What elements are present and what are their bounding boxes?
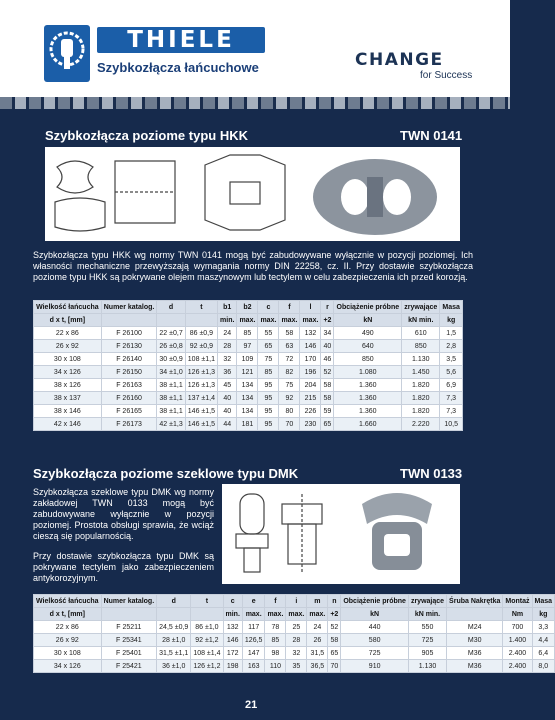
table-header-cell: c	[258, 301, 279, 314]
table-cell: 58	[279, 327, 300, 340]
table-cell: 132	[223, 621, 242, 634]
table-cell: M30	[447, 634, 503, 647]
table-cell: 26 ±0,8	[157, 340, 185, 353]
table-cell: 640	[334, 340, 402, 353]
dmk-code: TWN 0133	[400, 466, 463, 481]
table-cell: F 26130	[101, 340, 157, 353]
table-cell: 26 x 92	[34, 634, 102, 647]
table-cell: 36,5	[307, 660, 328, 673]
table-cell: 850	[334, 353, 402, 366]
table-cell: 1.450	[402, 366, 440, 379]
table-cell: 55	[258, 327, 279, 340]
table-cell: 40	[218, 405, 237, 418]
table-header-cell: max.	[237, 314, 258, 327]
table-cell: 82	[279, 366, 300, 379]
table-cell: 725	[408, 634, 446, 647]
table-cell: 204	[300, 379, 321, 392]
table-cell: F 26173	[101, 418, 157, 431]
table-header-row	[34, 608, 555, 621]
table-cell: 28 ±1,0	[157, 634, 191, 647]
table-header-cell: min.	[223, 608, 242, 621]
table-cell: 92 ±1,2	[191, 634, 223, 647]
hkk-title: Szybkozłącza poziome typu HKK	[45, 128, 248, 143]
table-header-cell: d x t, [mm]	[34, 314, 102, 327]
table-cell: 134	[237, 392, 258, 405]
table-header-cell: i	[286, 595, 307, 608]
table-cell: 92 ±0,9	[185, 340, 217, 353]
table-header-cell: Wielkość łańcucha	[34, 301, 102, 314]
table-cell: 580	[341, 634, 409, 647]
table-header-cell: max.	[258, 314, 279, 327]
table-cell: 58	[321, 392, 334, 405]
table-cell: 34	[321, 327, 334, 340]
table-header-cell: d x t, [mm]	[34, 608, 102, 621]
table-cell: 32	[286, 647, 307, 660]
table-cell: 10,5	[440, 418, 463, 431]
table-header-cell: Numer katalog.	[101, 301, 157, 314]
table-header-cell	[447, 608, 503, 621]
partner-subtitle: for Success	[420, 70, 473, 81]
table-cell: 490	[334, 327, 402, 340]
table-cell: 1.820	[402, 392, 440, 405]
table-cell: 24	[218, 327, 237, 340]
table-cell: 95	[258, 392, 279, 405]
table-cell: 850	[402, 340, 440, 353]
table-header-cell: kN	[341, 608, 409, 621]
thiele-logo-icon	[44, 25, 90, 82]
table-cell: 725	[341, 647, 409, 660]
table-header-cell: kN min.	[402, 314, 440, 327]
table-header-cell	[191, 608, 223, 621]
table-row	[34, 379, 463, 392]
table-cell: 1.820	[402, 405, 440, 418]
table-header-cell: max.	[307, 608, 328, 621]
table-cell: 1.660	[334, 418, 402, 431]
table-header-row	[34, 314, 463, 327]
table-cell: 2.220	[402, 418, 440, 431]
table-cell: 26 x 92	[34, 340, 102, 353]
table-row	[34, 418, 463, 431]
table-cell: 30 x 108	[34, 647, 102, 660]
table-cell: M36	[447, 647, 503, 660]
table-header-cell	[157, 314, 185, 327]
table-header-cell: min.	[218, 314, 237, 327]
table-cell: 40	[218, 392, 237, 405]
table-row	[34, 647, 555, 660]
table-cell: 147	[242, 647, 265, 660]
table-cell: 32	[218, 353, 237, 366]
table-cell: 1.820	[402, 379, 440, 392]
table-cell: 196	[300, 366, 321, 379]
table-cell: 30 ±0,9	[157, 353, 185, 366]
table-header-cell: e	[242, 595, 265, 608]
table-cell: 700	[503, 621, 532, 634]
dmk-delivery-note: Przy dostawie szybkozłącza typu DMK są pokrywane tectylem jako zabezpieczeniem antykorozyjnym.	[33, 551, 214, 583]
table-cell: 181	[237, 418, 258, 431]
table-cell: 38 x 126	[34, 379, 102, 392]
table-cell: 70	[279, 418, 300, 431]
table-cell: F 26140	[101, 353, 157, 366]
table-cell: 34 ±1,0	[157, 366, 185, 379]
table-cell: 226	[300, 405, 321, 418]
table-cell: M24	[447, 621, 503, 634]
table-cell: 63	[279, 340, 300, 353]
table-cell: F 26150	[101, 366, 157, 379]
table-cell: 6,9	[440, 379, 463, 392]
table-cell: 65	[328, 647, 341, 660]
dmk-figure	[222, 484, 460, 584]
dmk-title: Szybkozłącza poziome szeklowe typu DMK	[33, 466, 299, 481]
dmk-description: Szybkozłącza szeklowe typu DMK wg normy zakładowej TWN 0133 mogą być zabudowywane wyłącznie w pozycji poziomej. Prostota obsługi sprawia, że wciąż cieszą się popularnością.	[33, 487, 214, 541]
table-header-cell: c	[223, 595, 242, 608]
table-header-cell: r	[321, 301, 334, 314]
table-cell: 24,5 ±0,9	[157, 621, 191, 634]
table-header-cell: m	[307, 595, 328, 608]
table-cell: 36 ±1,0	[157, 660, 191, 673]
table-cell: 121	[237, 366, 258, 379]
table-header-cell: zrywające	[408, 595, 446, 608]
table-row	[34, 405, 463, 418]
table-cell: 86 ±0,9	[185, 327, 217, 340]
table-cell: 38 ±1,1	[157, 405, 185, 418]
table-cell: 170	[300, 353, 321, 366]
table-header-cell: Nm	[503, 608, 532, 621]
table-cell: 46	[321, 353, 334, 366]
table-cell: 1.130	[408, 660, 446, 673]
table-cell: 7,3	[440, 392, 463, 405]
table-row	[34, 634, 555, 647]
hkk-table	[33, 300, 463, 431]
table-cell: 3,5	[440, 353, 463, 366]
table-cell: 78	[265, 621, 286, 634]
table-cell: 34 x 126	[34, 660, 102, 673]
table-header-cell: b1	[218, 301, 237, 314]
table-cell: 1.130	[402, 353, 440, 366]
table-cell: 132	[300, 327, 321, 340]
table-cell: 36	[218, 366, 237, 379]
table-cell: 80	[279, 405, 300, 418]
table-cell: 134	[237, 379, 258, 392]
table-row	[34, 366, 463, 379]
table-cell: 86 ±1,0	[191, 621, 223, 634]
table-cell: 24	[307, 621, 328, 634]
table-header-cell	[185, 314, 217, 327]
table-cell: F 26100	[101, 327, 157, 340]
table-header-row	[34, 595, 555, 608]
table-header-cell: Masa	[440, 301, 463, 314]
table-header-cell: Wielkość łańcucha	[34, 595, 102, 608]
table-header-cell	[101, 314, 157, 327]
table-cell: 7,3	[440, 405, 463, 418]
table-row	[34, 327, 463, 340]
table-cell: 65	[258, 340, 279, 353]
table-cell: 8,0	[532, 660, 555, 673]
table-header-cell: max.	[242, 608, 265, 621]
partner-logo: CHANGE	[355, 50, 444, 70]
table-cell: 35	[286, 660, 307, 673]
table-cell: 59	[321, 405, 334, 418]
table-cell: 198	[223, 660, 242, 673]
table-cell: 52	[328, 621, 341, 634]
table-cell: 72	[279, 353, 300, 366]
table-cell: F 25341	[101, 634, 157, 647]
table-header-cell: Montaż	[503, 595, 532, 608]
table-cell: 38 ±1,1	[157, 379, 185, 392]
table-cell: 22 x 86	[34, 621, 102, 634]
table-cell: 230	[300, 418, 321, 431]
table-header-cell: Obciążenie próbne	[334, 301, 402, 314]
table-cell: F 26165	[101, 405, 157, 418]
table-header-cell: t	[185, 301, 217, 314]
table-cell: 31,5	[307, 647, 328, 660]
table-header-cell	[157, 608, 191, 621]
table-cell: 44	[218, 418, 237, 431]
table-header-cell: Obciążenie próbne	[341, 595, 409, 608]
dmk-table	[33, 594, 555, 673]
table-cell: 146 ±1,5	[185, 418, 217, 431]
table-cell: 52	[321, 366, 334, 379]
table-cell: F 26163	[101, 379, 157, 392]
hkk-code: TWN 0141	[400, 128, 463, 143]
table-row	[34, 353, 463, 366]
table-cell: 910	[341, 660, 409, 673]
table-header-row	[34, 301, 463, 314]
table-cell: 25	[286, 621, 307, 634]
hkk-figure	[45, 147, 460, 241]
page-number: 21	[245, 699, 258, 711]
table-cell: 95	[258, 405, 279, 418]
table-header-cell: d	[157, 301, 185, 314]
table-cell: 4,4	[532, 634, 555, 647]
table-cell: 2,8	[440, 340, 463, 353]
table-header-cell: +2	[321, 314, 334, 327]
table-header-cell: f	[265, 595, 286, 608]
table-row	[34, 340, 463, 353]
table-cell: 22 x 86	[34, 327, 102, 340]
table-cell: 126,5	[242, 634, 265, 647]
brand-name: THIELE	[97, 27, 265, 53]
table-cell: 3,3	[532, 621, 555, 634]
table-cell: 42 ±1,3	[157, 418, 185, 431]
table-cell: 550	[408, 621, 446, 634]
table-cell: F 25401	[101, 647, 157, 660]
table-cell: 31,5 ±1,1	[157, 647, 191, 660]
table-header-cell: b2	[237, 301, 258, 314]
table-cell: 108 ±1,4	[191, 647, 223, 660]
table-cell: 1.360	[334, 392, 402, 405]
table-cell: 42 x 146	[34, 418, 102, 431]
table-header-cell: Masa	[532, 595, 555, 608]
table-header-cell: Numer katalog.	[101, 595, 157, 608]
table-header-cell: Śruba Nakrętka	[447, 595, 503, 608]
table-row	[34, 660, 555, 673]
table-cell: 65	[321, 418, 334, 431]
table-header-cell: max.	[279, 314, 300, 327]
table-cell: 146 ±1,5	[185, 405, 217, 418]
table-cell: 34 x 126	[34, 366, 102, 379]
chain-divider	[0, 97, 510, 109]
table-cell: 1.400	[503, 634, 532, 647]
table-cell: 108 ±1,1	[185, 353, 217, 366]
table-cell: 58	[321, 379, 334, 392]
table-cell: 30 x 108	[34, 353, 102, 366]
table-cell: 137 ±1,4	[185, 392, 217, 405]
table-header-cell: f	[279, 301, 300, 314]
table-cell: 146	[223, 634, 242, 647]
table-cell: 1,5	[440, 327, 463, 340]
header	[0, 0, 510, 97]
table-cell: 98	[265, 647, 286, 660]
table-cell: 70	[328, 660, 341, 673]
table-cell: 1.080	[334, 366, 402, 379]
table-header-cell: t	[191, 595, 223, 608]
table-cell: 85	[258, 366, 279, 379]
table-header-cell: l	[300, 301, 321, 314]
table-cell: 126 ±1,3	[185, 379, 217, 392]
table-cell: 26	[307, 634, 328, 647]
table-cell: 117	[242, 621, 265, 634]
table-cell: 2.400	[503, 660, 532, 673]
hkk-description: Szybkozłącza typu HKK wg normy TWN 0141 mogą być zabudowywane wyłącznie w pozycji poziomej. Ich własności mechaniczne przewyższają wymagania normy DIN 22258, cz. II. Przy dostawie szybkozłącza poziome typu HKK są pokrywane olejem maszynowym lub tectylem w celu zabezpieczenia ich przed korozją.	[33, 250, 473, 282]
table-cell: 172	[223, 647, 242, 660]
table-cell: 38 x 137	[34, 392, 102, 405]
table-header-cell: max.	[286, 608, 307, 621]
table-cell: 28	[286, 634, 307, 647]
table-header-cell: kN min.	[408, 608, 446, 621]
table-cell: 126 ±1,3	[185, 366, 217, 379]
table-cell: 163	[242, 660, 265, 673]
table-cell: 38 x 146	[34, 405, 102, 418]
table-cell: 610	[402, 327, 440, 340]
table-cell: 1.360	[334, 405, 402, 418]
table-header-cell: +2	[328, 608, 341, 621]
table-row	[34, 621, 555, 634]
table-cell: 905	[408, 647, 446, 660]
table-cell: 95	[258, 379, 279, 392]
table-cell: 215	[300, 392, 321, 405]
table-cell: F 26160	[101, 392, 157, 405]
table-cell: 38 ±1,1	[157, 392, 185, 405]
table-row	[34, 392, 463, 405]
table-header-cell: max.	[265, 608, 286, 621]
table-cell: 134	[237, 405, 258, 418]
table-cell: 58	[328, 634, 341, 647]
table-cell: 85	[237, 327, 258, 340]
table-cell: 109	[237, 353, 258, 366]
brand-subtitle: Szybkozłącza łańcuchowe	[97, 60, 259, 75]
table-header-cell: zrywające	[402, 301, 440, 314]
table-cell: M36	[447, 660, 503, 673]
table-header-cell: n	[328, 595, 341, 608]
table-header-cell: d	[157, 595, 191, 608]
table-cell: 440	[341, 621, 409, 634]
table-cell: 28	[218, 340, 237, 353]
table-cell: 75	[258, 353, 279, 366]
table-cell: 45	[218, 379, 237, 392]
table-cell: 146	[300, 340, 321, 353]
table-cell: F 25421	[101, 660, 157, 673]
table-header-cell	[101, 608, 157, 621]
table-cell: 6,4	[532, 647, 555, 660]
table-header-cell: kg	[440, 314, 463, 327]
table-header-cell: max.	[300, 314, 321, 327]
table-cell: 97	[237, 340, 258, 353]
table-header-cell: kN	[334, 314, 402, 327]
table-cell: 1.360	[334, 379, 402, 392]
table-cell: 85	[265, 634, 286, 647]
table-cell: F 25211	[101, 621, 157, 634]
table-cell: 5,6	[440, 366, 463, 379]
table-cell: 2.400	[503, 647, 532, 660]
table-cell: 110	[265, 660, 286, 673]
table-cell: 92	[279, 392, 300, 405]
table-cell: 40	[321, 340, 334, 353]
table-header-cell: kg	[532, 608, 555, 621]
table-cell: 22 ±0,7	[157, 327, 185, 340]
table-cell: 126 ±1,2	[191, 660, 223, 673]
table-cell: 75	[279, 379, 300, 392]
table-cell: 95	[258, 418, 279, 431]
